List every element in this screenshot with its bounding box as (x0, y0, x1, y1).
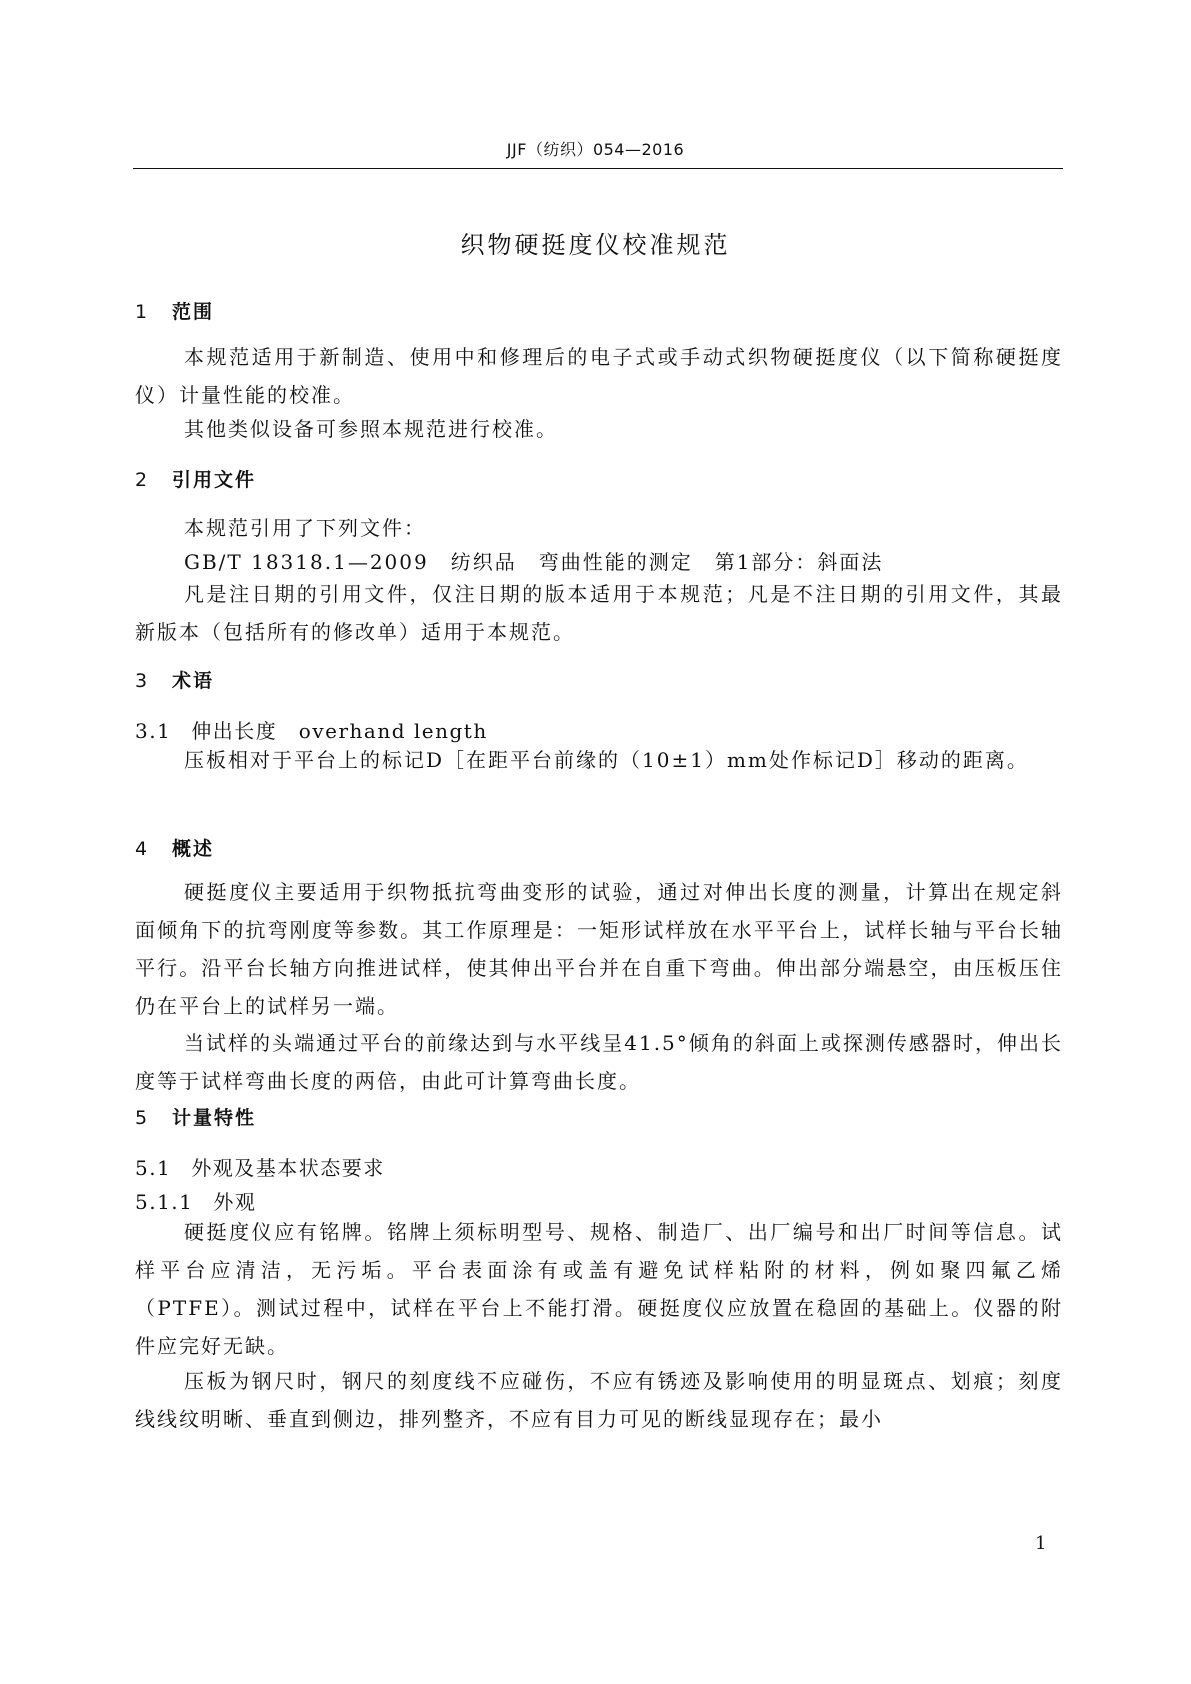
section-3-paragraph-1: 压板相对于平台上的标记D［在距平台前缘的（10±1）mm处作标记D］移动的距离。 (184, 748, 1029, 772)
section-title: 概述 (172, 838, 215, 860)
subsection-title: 外观及基本状态要求 (191, 1156, 385, 1180)
section-1-paragraph-1: 本规范适用于新制造、使用中和修理后的电子式或手动式织物硬挺度仪（以下简称硬挺度仪）计量性能的校准。 (135, 345, 1063, 407)
section-4-heading (135, 834, 214, 861)
running-header: JJF（纺织）054—2016 (506, 140, 685, 159)
section-5-paragraph-2: 压板为钢尺时，钢尺的刻度线不应碰伤，不应有锈迹及影响使用的明显斑点、划痕；刻度线线纹明晰、垂直到侧边，排列整齐，不应有目力可见的断线显现存在；最小 (135, 1369, 1063, 1431)
document-title: 织物硬挺度仪校准规范 (460, 231, 731, 259)
reference-standard: GB/T 18318.1—2009 纺织品 弯曲性能的测定 第1部分：斜面法 (184, 550, 884, 574)
subsection-number: 5.1 (135, 1156, 172, 1180)
section-2-paragraph-3: 凡是注日期的引用文件，仅注日期的版本适用于本规范；凡是不注日期的引用文件，其最新版本（包括所有的修改单）适用于本规范。 (135, 582, 1063, 644)
section-2-paragraph-1: 本规范引用了下列文件： (184, 516, 426, 540)
section-4-paragraph-1: 硬挺度仪主要适用于织物抵抗弯曲变形的试验，通过对伸出长度的测量，计算出在规定斜面倾角下的抗弯刚度等参数。其工作原理是：一矩形试样放在水平平台上，试样长轴与平台长轴平行。沿平台长轴方向推进试样，使其伸出平台并在自重下弯曲。伸出部分端悬空，由压板压住仍在平台上的试样另一端。 (135, 880, 1063, 1018)
section-3-heading (135, 666, 214, 693)
section-title: 术语 (172, 670, 215, 692)
header-rule (133, 168, 1063, 169)
section-title: 引用文件 (172, 469, 257, 491)
section-number: 3 (135, 670, 150, 692)
section-4-paragraph-2: 当试样的头端通过平台的前缘达到与水平线呈41.5°倾角的斜面上或探测传感器时，伸出长度等于试样弯曲长度的两倍，由此可计算弯曲长度。 (135, 1031, 1063, 1093)
section-title: 范围 (172, 301, 215, 323)
section-title: 计量特性 (172, 1107, 257, 1129)
page-number: 1 (1035, 1533, 1047, 1554)
section-5-heading (135, 1103, 256, 1130)
subsection-5-1 (135, 1152, 385, 1181)
subsection-number: 3.1 (135, 719, 172, 743)
subsection-number: 5.1.1 (135, 1190, 194, 1214)
section-number: 2 (135, 469, 150, 491)
section-1-heading (135, 297, 214, 324)
section-number: 1 (135, 301, 150, 323)
subsection-5-1-1 (135, 1186, 256, 1215)
section-number: 5 (135, 1107, 150, 1129)
subsection-title: 外观 (213, 1190, 257, 1214)
section-number: 4 (135, 838, 150, 860)
section-1-paragraph-2: 其他类似设备可参照本规范进行校准。 (184, 417, 558, 441)
subsection-title: 伸出长度 overhand length (191, 719, 488, 743)
section-2-heading (135, 465, 256, 492)
section-5-paragraph-1: 硬挺度仪应有铭牌。铭牌上须标明型号、规格、制造厂、出厂编号和出厂时间等信息。试样平台应清洁，无污垢。平台表面涂有或盖有避免试样粘附的材料，例如聚四氟乙烯（PTFE）。测试过程中，试样在平台上不能打滑。硬挺度仪应放置在稳固的基础上。仪器的附件应完好无缺。 (135, 1220, 1063, 1358)
subsection-3-1 (135, 715, 488, 744)
